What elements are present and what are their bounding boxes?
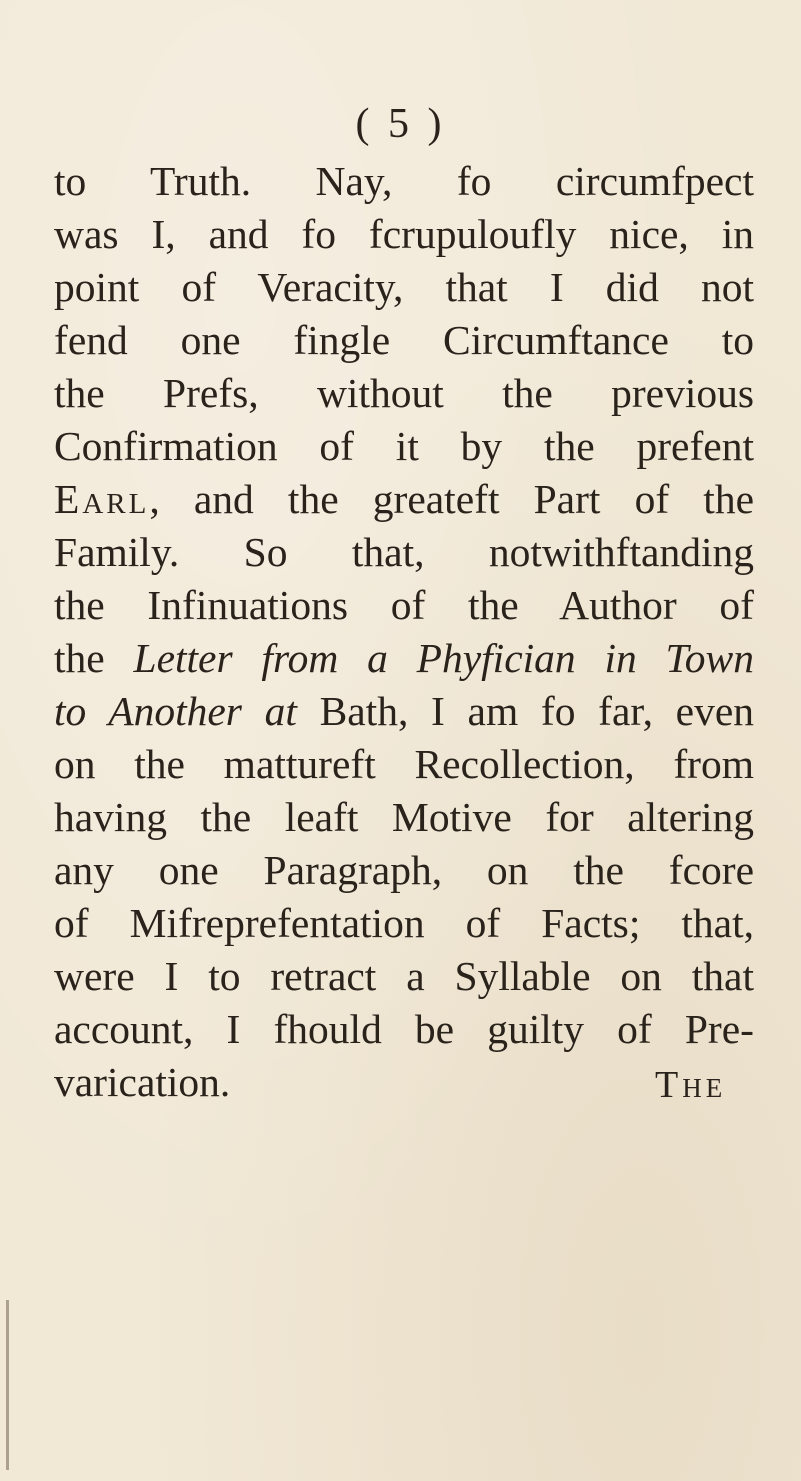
- text-line: varication.: [54, 1059, 231, 1105]
- text-line: Earl, and the greateft Part of the: [54, 476, 754, 522]
- catchword: The: [655, 1064, 727, 1106]
- text-line: Family. So that, notwithftanding: [54, 529, 754, 575]
- text-line: any one Paragraph, on the fcore: [54, 847, 754, 893]
- text-line: the Prefs, without the previous: [54, 370, 754, 416]
- italic-book-title: to Another at: [54, 688, 297, 734]
- text-line: Confirmation of it by the prefent: [54, 423, 754, 469]
- title-earl: Earl: [54, 476, 150, 522]
- text-line: having the leaft Motive for altering: [54, 794, 754, 840]
- text-line: were I to retract a Syllable on that: [54, 953, 754, 999]
- text-line: of Mifreprefentation of Facts; that,: [54, 900, 754, 946]
- body-text: [54, 155, 754, 1109]
- text-line: account, I fhould be guilty of Pre-: [54, 1006, 754, 1052]
- italic-book-title: Letter from a Phyfician in Town: [133, 635, 754, 681]
- text-line: was I, and fo fcrupuloufly nice, in: [54, 211, 754, 257]
- text-line: the Infinuations of the Author of: [54, 582, 754, 628]
- text-line: to Another at Bath, I am fo far, even: [54, 688, 754, 734]
- page-edge-shadow: [6, 1300, 9, 1470]
- text-line: on the mattureft Recollection, from: [54, 741, 754, 787]
- page-number: ( 5 ): [355, 101, 446, 147]
- text-line: point of Veracity, that I did not: [54, 264, 754, 310]
- text-line: to Truth. Nay, fo circumfpect: [54, 158, 754, 204]
- text-line: fend one fingle Circumftance to: [54, 317, 754, 363]
- text-line: the Letter from a Phyfician in Town: [54, 635, 754, 681]
